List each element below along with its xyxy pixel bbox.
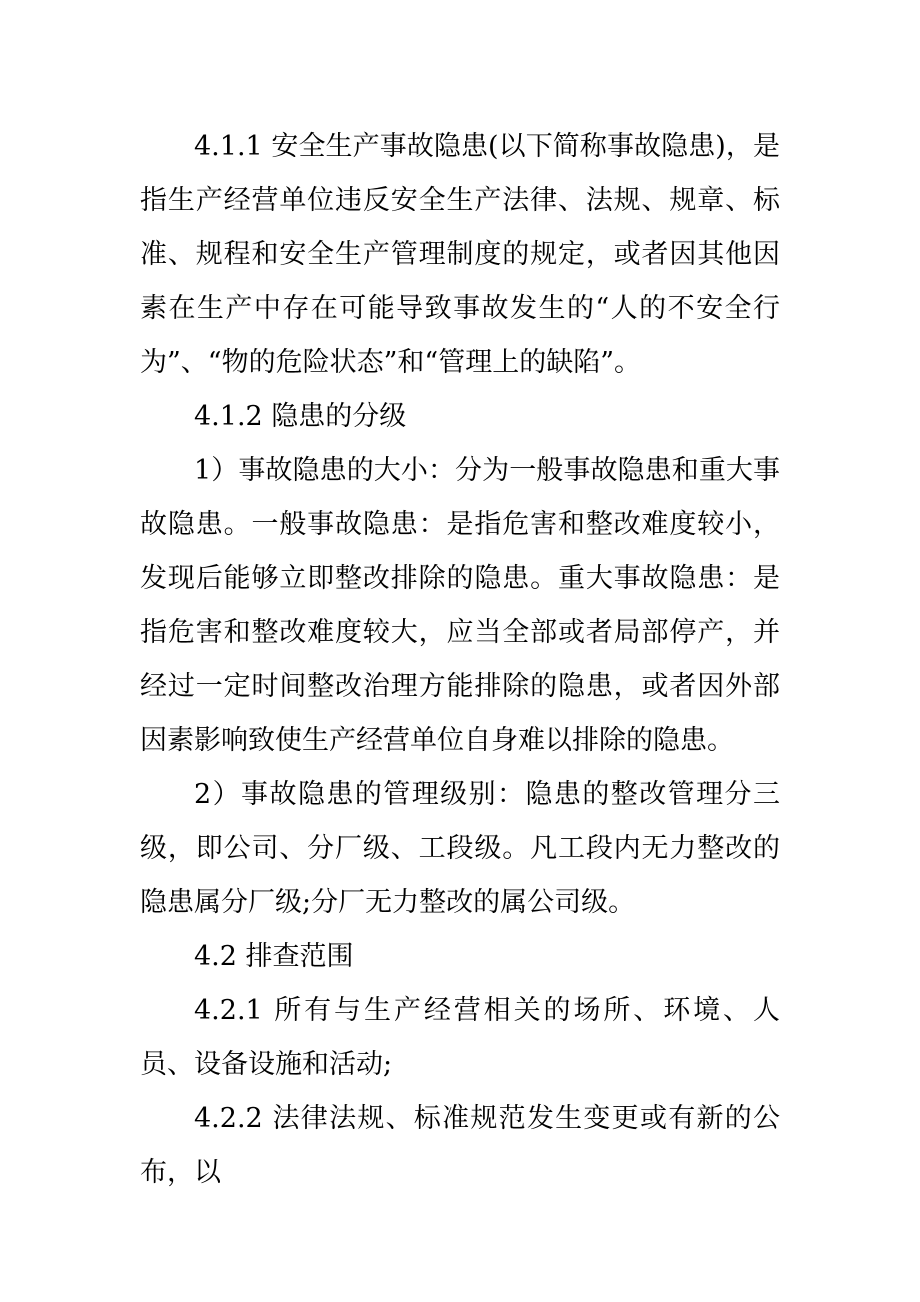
- paragraph-hazard-management-level: 2）事故隐患的管理级别：隐患的整改管理分三级，即公司、分厂级、工段级。凡工段内无力整改的隐患属分厂级;分厂无力整改的属公司级。: [140, 779, 780, 918]
- paragraph-4-1-2-heading: 4.1.2 隐患的分级: [194, 401, 407, 432]
- document-body: [140, 120, 780, 1200]
- paragraph-4-2-heading: 4.2 排查范围: [194, 941, 354, 972]
- paragraph-4-2-1: 4.2.1 所有与生产经营相关的场所、环境、人员、设备设施和活动;: [140, 995, 780, 1080]
- paragraph-hazard-size: 1）事故隐患的大小：分为一般事故隐患和重大事故隐患。一般事故隐患：是指危害和整改难度较小，发现后能够立即整改排除的隐患。重大事故隐患：是指危害和整改难度较大，应当全部或者局部停产，并经过一定时间整改治理方能排除的隐患，或者因外部因素影响致使生产经营单位自身难以排除的隐患。: [140, 455, 780, 756]
- paragraph-4-1-1: 4.1.1 安全生产事故隐患(以下简称事故隐患)，是指生产经营单位违反安全生产法律、法规、规章、标准、规程和安全生产管理制度的规定，或者因其他因素在生产中存在可能导致事故发生的“人的不安全行为”、“物的危险状态”和“管理上的缺陷”。: [140, 131, 780, 378]
- paragraph-4-2-2: 4.2.2 法律法规、标准规范发生变更或有新的公布，以: [140, 1103, 780, 1188]
